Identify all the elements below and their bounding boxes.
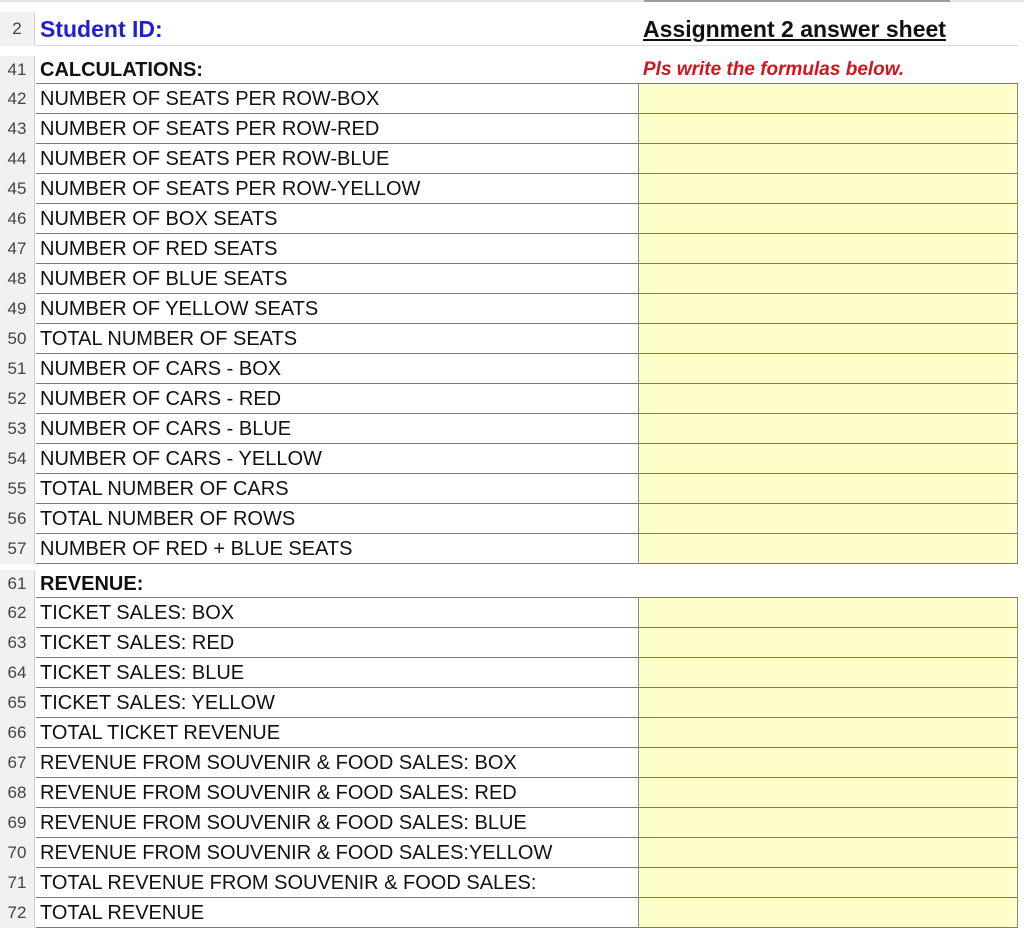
formula-input-cell[interactable] [638,174,1018,204]
row-label[interactable]: NUMBER OF SEATS PER ROW-RED [40,117,380,140]
row-label[interactable]: NUMBER OF SEATS PER ROW-BOX [40,87,380,110]
title-cell[interactable] [638,12,1018,46]
formula-input-cell[interactable] [638,144,1018,174]
formula-input-cell[interactable] [638,264,1018,294]
row-label[interactable]: NUMBER OF BOX SEATS [40,207,278,230]
row-number[interactable]: 46 [0,204,35,234]
table-row [0,144,1024,174]
table-row [0,324,1024,354]
student-id-label: Student ID: [40,15,163,42]
row-label[interactable]: NUMBER OF CARS - BLUE [40,417,292,440]
header-top-border [644,0,950,2]
formula-input-cell[interactable] [638,384,1018,414]
formula-input-cell[interactable] [638,84,1018,114]
row-label[interactable]: TOTAL NUMBER OF CARS [40,477,289,500]
table-row [0,504,1024,534]
row-label[interactable]: TICKET SALES: BOX [40,601,235,624]
table-row [0,838,1024,868]
row-label[interactable]: TICKET SALES: YELLOW [40,691,275,714]
row-number[interactable]: 50 [0,324,35,354]
empty-cell[interactable] [638,570,1018,598]
formula-input-cell[interactable] [638,414,1018,444]
table-row [0,658,1024,688]
row-divider [36,45,1018,46]
row-label[interactable]: TOTAL TICKET REVENUE [40,721,281,744]
row-number[interactable]: 41 [0,56,35,84]
row-number[interactable]: 64 [0,658,35,688]
formula-input-cell[interactable] [638,838,1018,868]
row-label[interactable]: TICKET SALES: BLUE [40,661,245,684]
table-row [0,688,1024,718]
row-number[interactable]: 65 [0,688,35,718]
formula-input-cell[interactable] [638,324,1018,354]
formula-input-cell[interactable] [638,204,1018,234]
row-number[interactable]: 68 [0,778,35,808]
formula-input-cell[interactable] [638,688,1018,718]
row-number[interactable]: 67 [0,748,35,778]
table-row [0,748,1024,778]
row-number[interactable]: 62 [0,598,35,628]
row-number[interactable]: 69 [0,808,35,838]
formula-input-cell[interactable] [638,628,1018,658]
table-row [0,868,1024,898]
table-row [0,174,1024,204]
table-row [0,534,1024,564]
table-row [0,444,1024,474]
table-row [0,778,1024,808]
formula-input-cell[interactable] [638,748,1018,778]
row-label[interactable]: NUMBER OF CARS - BOX [40,357,282,380]
formula-input-cell[interactable] [638,294,1018,324]
table-row [0,808,1024,838]
table-row [0,628,1024,658]
instruction-cell[interactable] [638,56,1018,84]
row-label[interactable]: TOTAL REVENUE [40,901,205,924]
row-label[interactable]: TOTAL NUMBER OF ROWS [40,507,296,530]
row-number[interactable]: 55 [0,474,35,504]
row-number[interactable]: 71 [0,868,35,898]
table-row [0,718,1024,748]
formula-input-cell[interactable] [638,534,1018,564]
revenue-heading-row [0,570,1024,598]
row-label[interactable]: NUMBER OF SEATS PER ROW-YELLOW [40,177,421,200]
formula-input-cell[interactable] [638,504,1018,534]
table-row [0,114,1024,144]
row-label[interactable]: NUMBER OF YELLOW SEATS [40,297,319,320]
row-number[interactable]: 51 [0,354,35,384]
table-row [0,354,1024,384]
row-number[interactable]: 63 [0,628,35,658]
table-row [0,414,1024,444]
formula-input-cell[interactable] [638,808,1018,838]
row-label[interactable]: REVENUE FROM SOUVENIR & FOOD SALES: BLUE [40,811,527,834]
row-label[interactable]: NUMBER OF SEATS PER ROW-BLUE [40,147,390,170]
formula-input-cell[interactable] [638,114,1018,144]
row-number[interactable]: 44 [0,144,35,174]
formula-input-cell[interactable] [638,474,1018,504]
table-row [0,84,1024,114]
formula-input-cell[interactable] [638,718,1018,748]
table-row [0,264,1024,294]
table-row [0,234,1024,264]
revenue-heading[interactable]: REVENUE: [40,572,144,595]
row-number[interactable]: 45 [0,174,35,204]
row-number[interactable]: 42 [0,84,35,114]
row-number[interactable]: 52 [0,384,35,414]
row-number[interactable]: 61 [0,570,35,598]
table-row [0,598,1024,628]
row-number[interactable]: 70 [0,838,35,868]
row-label[interactable]: NUMBER OF CARS - RED [40,387,282,410]
row-label[interactable]: NUMBER OF BLUE SEATS [40,267,288,290]
row-number[interactable]: 49 [0,294,35,324]
calculations-heading[interactable]: CALCULATIONS: [40,58,203,81]
row-label[interactable]: REVENUE FROM SOUVENIR & FOOD SALES: BOX [40,751,517,774]
row-label[interactable]: NUMBER OF RED + BLUE SEATS [40,537,353,560]
row-number[interactable]: 72 [0,898,35,928]
row-label[interactable]: REVENUE FROM SOUVENIR & FOOD SALES:YELLOW [40,841,553,864]
table-row [0,384,1024,414]
row-label[interactable]: TOTAL NUMBER OF SEATS [40,327,298,350]
table-row [0,204,1024,234]
calculations-heading-row [0,56,1024,84]
table-row [0,294,1024,324]
formula-input-cell[interactable] [638,598,1018,628]
sheet-title: Assignment 2 answer sheet [643,15,946,42]
student-id-cell[interactable] [36,12,638,46]
table-row [0,474,1024,504]
row-divider [36,563,1018,564]
formula-input-cell[interactable] [638,658,1018,688]
instruction-text: Pls write the formulas below. [643,59,905,80]
row-label[interactable]: TOTAL REVENUE FROM SOUVENIR & FOOD SALES: [40,871,537,894]
formula-input-cell[interactable] [638,778,1018,808]
row-label[interactable]: NUMBER OF RED SEATS [40,237,278,260]
formula-input-cell[interactable] [638,868,1018,898]
row-label[interactable]: TICKET SALES: RED [40,631,235,654]
row-number[interactable]: 54 [0,444,35,474]
row-number[interactable]: 43 [0,114,35,144]
header-row [0,12,1024,46]
row-label[interactable]: NUMBER OF CARS - YELLOW [40,447,322,470]
row-number[interactable]: 57 [0,534,35,564]
formula-input-cell[interactable] [638,234,1018,264]
formula-input-cell[interactable] [638,898,1018,928]
formula-input-cell[interactable] [638,444,1018,474]
row-number[interactable]: 56 [0,504,35,534]
row-number[interactable]: 47 [0,234,35,264]
row-number[interactable]: 66 [0,718,35,748]
row-number[interactable]: 2 [0,12,35,46]
formula-input-cell[interactable] [638,354,1018,384]
row-number[interactable]: 53 [0,414,35,444]
table-row [0,898,1024,928]
row-label[interactable]: REVENUE FROM SOUVENIR & FOOD SALES: RED [40,781,517,804]
row-number[interactable]: 48 [0,264,35,294]
